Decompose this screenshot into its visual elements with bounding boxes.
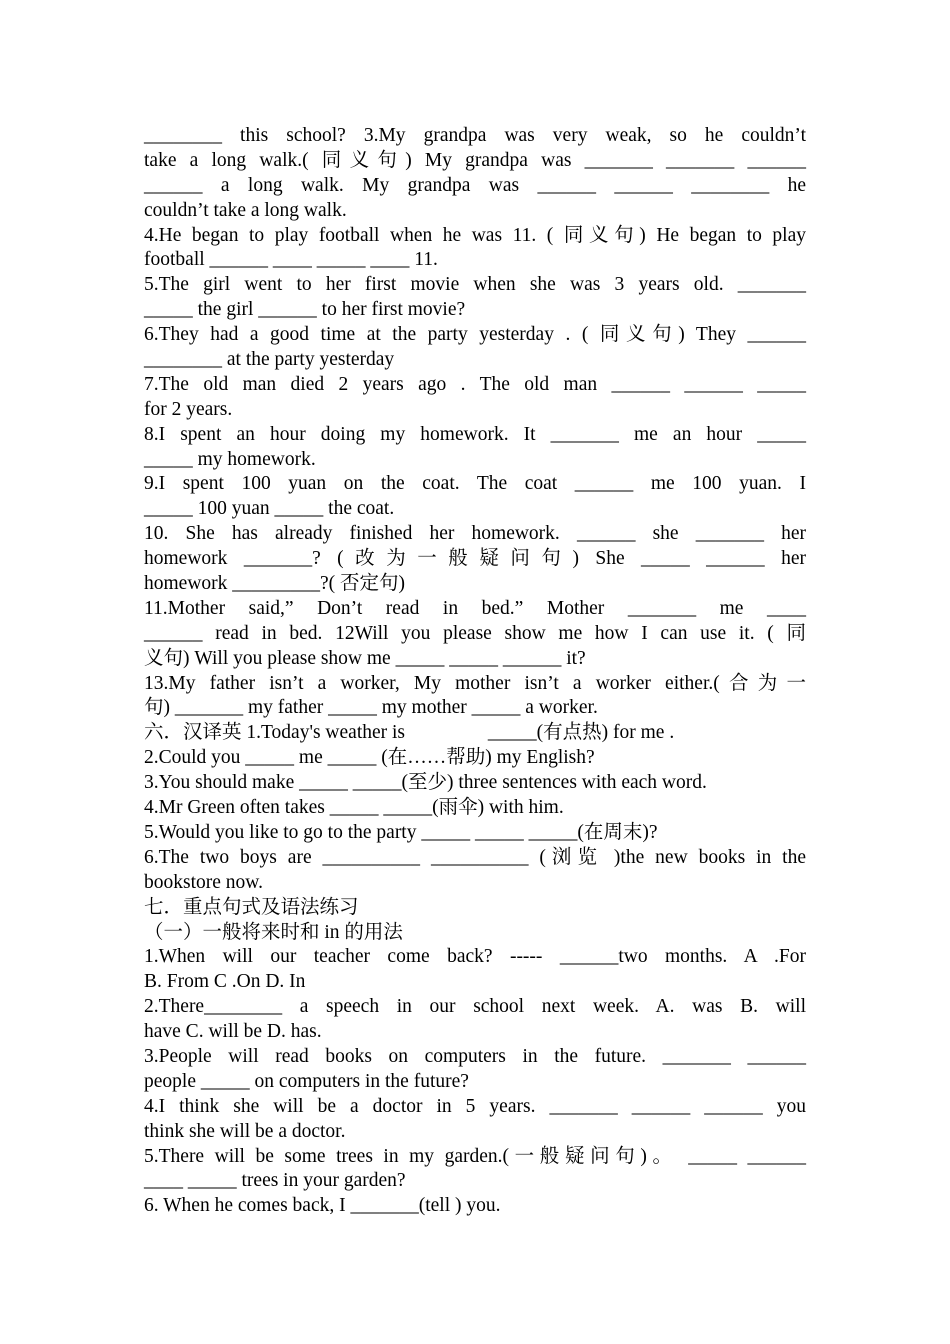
text-line-8: _____ the girl ______ to her first movie? [144,299,466,321]
text-line-38: 3.People will read books on computers in the future. _______ ______ [144,1045,806,1067]
text-line-11: 7.The old man died 2 years ago . The old man ______ ______ _____ [144,373,806,395]
text-line-43: ____ _____ trees in your garden? [144,1170,406,1192]
text-line-29: 5.Would you like to go to the party _____ _____ _____(在周末)? [144,821,658,843]
text-line-35: B. From C .On D. In [144,971,306,993]
text-line-23: 13.My father isn’t a worker, My mother isn’t a worker either.(合为一 [144,672,806,694]
text-line-24: 句) _______ my father _____ my mother _____ a worker. [144,697,598,719]
text-line-17: 10. She has already finished her homework. ______ she _______ her [144,523,806,545]
text-line-37: have C. will be D. has. [144,1021,322,1043]
text-line-27: 3.You should make _____ _____(至少) three sentences with each word. [144,772,707,794]
text-line-5: 4.He began to play football when he was 11. ( 同义句) He began to play [144,224,806,246]
section-6-heading-line: 六．汉译英 1.Today's weather is _____(有点热) for me . [144,722,675,744]
subsection-1-heading: （一）一般将来时和 in 的用法 [144,921,403,943]
text-line-13: 8.I spent an hour doing my homework. It _______ me an hour _____ [144,423,806,445]
text-line-16: _____ 100 yuan _____ the coat. [144,498,395,520]
text-line-12: for 2 years. [144,398,233,420]
text-line-7: 5.The girl went to her first movie when she was 3 years old. _______ [144,274,806,296]
text-line-2: take a long walk.( 同义句) My grandpa was _______ _______ ______ [144,149,806,171]
text-line-22: 义句) Will you please show me _____ _____ ______ it? [144,647,586,669]
text-line-31: bookstore now. [144,871,263,893]
section-7-heading: 七．重点句式及语法练习 [144,896,359,918]
text-line-42: 5.There will be some trees in my garden.(一般疑问句)。 _____ ______ [144,1145,806,1167]
text-line-14: _____ my homework. [144,448,316,470]
text-line-26: 2.Could you _____ me _____ (在……帮助) my English? [144,747,595,769]
text-line-18: homework _______? (改为一般疑问句) She _____ ______ her [144,548,806,570]
text-line-39: people _____ on computers in the future? [144,1070,469,1092]
text-line-21: ______ read in bed. 12Will you please show me how I can use it. ( 同 [144,622,806,644]
text-line-44: 6. When he comes back, I _______(tell ) you. [144,1195,501,1217]
text-line-6: football ______ ____ _____ ____ 11. [144,249,438,271]
text-line-40: 4.I think she will be a doctor in 5 years. _______ ______ ______ you [144,1095,806,1117]
text-line-30: 6.The two boys are __________ __________ (浏览 )the new books in the [144,846,806,868]
text-line-36: 2.There________ a speech in our school next week. A. was B. will [144,996,806,1018]
text-line-4: couldn’t take a long walk. [144,199,347,221]
text-line-20: 11.Mother said,” Don’t read in bed.” Mother _______ me ____ [144,597,806,619]
text-line-19: homework _________?( 否定句) [144,573,406,595]
text-line-15: 9.I spent 100 yuan on the coat. The coat ______ me 100 yuan. I [144,473,806,495]
document-page [144,124,806,1219]
text-line-3: ______ a long walk. My grandpa was ______ ______ ________ he [144,174,806,196]
text-line-34: 1.When will our teacher come back? ----- ______two months. A .For [144,946,806,968]
text-line-9: 6.They had a good time at the party yesterday . ( 同义句) They ______ [144,324,806,346]
text-line-41: think she will be a doctor. [144,1120,346,1142]
text-line-28: 4.Mr Green often takes _____ _____(雨伞) with him. [144,797,564,819]
text-line-1: ________ this school? 3.My grandpa was very weak, so he couldn’t [144,125,806,146]
text-line-10: ________ at the party yesterday [144,349,395,371]
